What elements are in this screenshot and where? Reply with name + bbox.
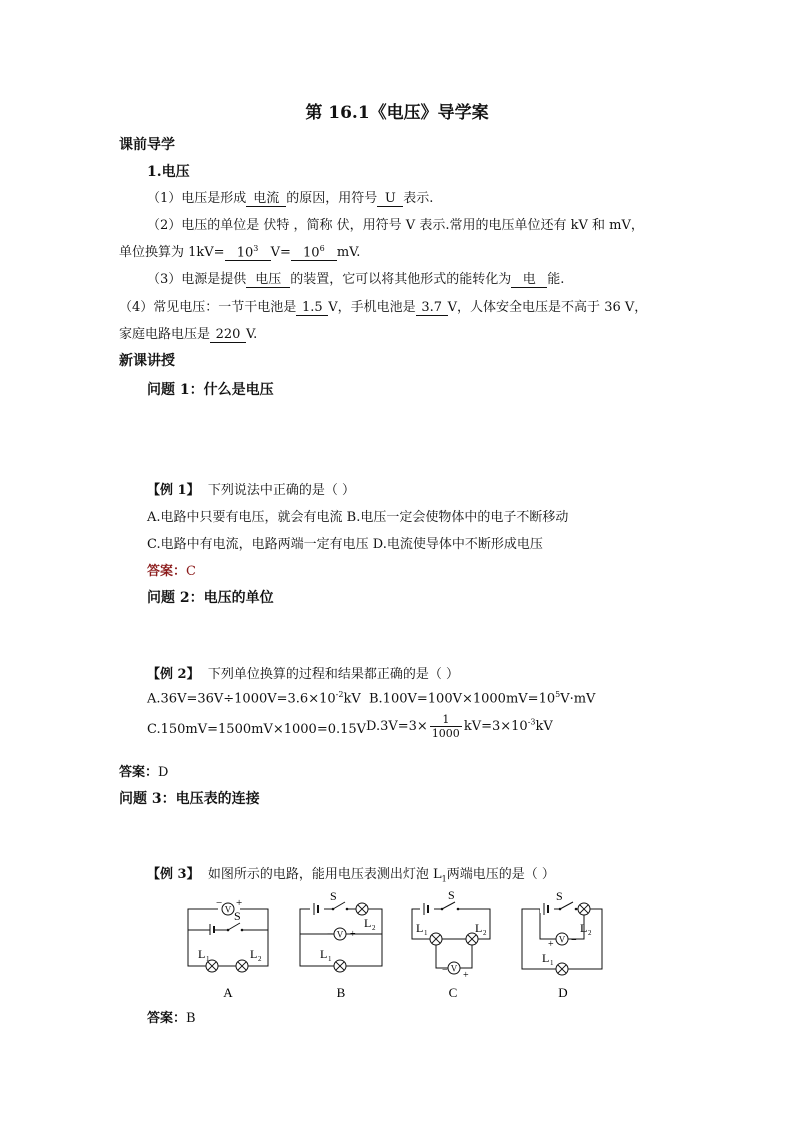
example-2-option-b: $B.100V=100V\times 1000mV=10^5V\cdot mV$ (369, 690, 596, 707)
fraction-one-thousandth: $\frac{1}{1000}$ (431, 713, 460, 740)
example-2-option-d: D.3V=3× $\frac{1}{1000}$ $kV=3\times 10^{-3}kV$ (366, 713, 553, 740)
preview-item-4-line1: （4）常见电压：一节干电池是 1.5 V，手机电池是 3.7 V，人体安全电压是不高于 36 V， (119, 300, 648, 315)
circuit-figures: V − + S L 1 L 2 S − + L 2 L 1 S L 1 L 2 − + S + − L 2 L 1 A B C D (170, 884, 620, 1004)
question-2-title: 问题 2：电压的单位 (147, 590, 274, 606)
svg-text:−: − (571, 935, 577, 946)
example-1-answer: 答案：C (147, 564, 196, 579)
page-title: 第 16.1《电压》导学案 (305, 103, 489, 123)
svg-text:S: S (234, 909, 241, 923)
svg-text:+: + (350, 929, 356, 940)
example-3-answer: 答案：B (147, 1011, 196, 1026)
subsection-voltage: 1.电压 (147, 164, 190, 180)
svg-text:+: + (463, 970, 469, 981)
svg-text:1: 1 (424, 929, 428, 937)
preview-item-2-line2: 单位换算为 $1kV= 10^3$ $V= 10^6$ mV. (119, 243, 361, 260)
svg-text:L: L (250, 947, 258, 961)
example-1-stem: 【例 1】 下列说法中正确的是（ ） (147, 483, 355, 498)
example-3-stem: 【例 3】 如图所示的电路，能用电压表测出灯泡 $L_1$两端电压的是（ ） (147, 867, 555, 884)
figure-label-c: C (448, 985, 458, 1000)
svg-text:2: 2 (372, 924, 376, 932)
blank-current: 电流 (246, 192, 286, 207)
figure-label-d: D (558, 985, 568, 1000)
preview-item-4-line2: 家庭电路电压是 220 V. (119, 327, 258, 342)
svg-text:L: L (475, 921, 483, 935)
example-2-option-c: C.150mV=1500mV×1000=0.15V (147, 722, 367, 737)
example-2-answer: 答案：D (119, 765, 169, 780)
question-3-title: 问题 3：电压表的连接 (119, 791, 260, 807)
preview-item-2-line1: （2）电压的单位是 伏特 ，简称 伏，用符号 V 表示.常用的电压单位还有 kV 和 mV， (147, 218, 644, 233)
figure-label-b: B (336, 985, 346, 1000)
svg-text:−: − (327, 929, 333, 940)
question-1-title: 问题 1：什么是电压 (147, 382, 274, 398)
svg-text:+: + (548, 939, 554, 950)
svg-text:L: L (198, 947, 206, 961)
svg-text:2: 2 (588, 929, 592, 937)
section-preview-heading: 课前导学 (119, 137, 175, 153)
preview-item-1: （1）电压是形成 电流 的原因，用符号 U 表示. (147, 191, 434, 206)
svg-text:−: − (442, 965, 448, 976)
example-2-stem: 【例 2】 下列单位换算的过程和结果都正确的是（ ） (147, 667, 459, 682)
svg-text:+: + (236, 897, 243, 909)
svg-text:1: 1 (550, 959, 554, 967)
svg-text:−: − (216, 897, 223, 909)
svg-text:L: L (364, 916, 372, 930)
svg-text:L: L (542, 951, 550, 965)
svg-text:L: L (416, 921, 424, 935)
figure-d (540, 889, 592, 975)
figure-a (188, 897, 268, 972)
svg-text:S: S (330, 889, 337, 903)
figure-c (416, 888, 487, 981)
svg-text:L: L (320, 947, 328, 961)
svg-text:2: 2 (483, 929, 487, 937)
example-1-options-cd: C.电路中有电流，电路两端一定有电压 D.电流使导体中不断形成电压 (147, 537, 543, 552)
svg-text:S: S (556, 889, 563, 903)
section-lecture-heading: 新课讲授 (119, 353, 175, 369)
example-1-options-ab: A.电路中只要有电压，就会有电流 B.电压一定会使物体中的电子不断移动 (147, 510, 569, 525)
example-2-option-a: $A.36V=36V\div 1000V=3.6\times 10^{-2}kV$ (147, 690, 361, 707)
blank-symbol-u: U (377, 192, 403, 207)
svg-text:L: L (580, 921, 588, 935)
svg-text:S: S (448, 888, 455, 902)
figure-label-a: A (223, 985, 233, 1000)
svg-text:1: 1 (328, 955, 332, 963)
svg-text:1: 1 (206, 955, 210, 963)
figure-b (300, 889, 382, 972)
svg-text:2: 2 (258, 955, 262, 963)
preview-item-3: （3）电源是提供 电压 的装置，它可以将其他形式的能转化为 电 能. (147, 272, 565, 287)
